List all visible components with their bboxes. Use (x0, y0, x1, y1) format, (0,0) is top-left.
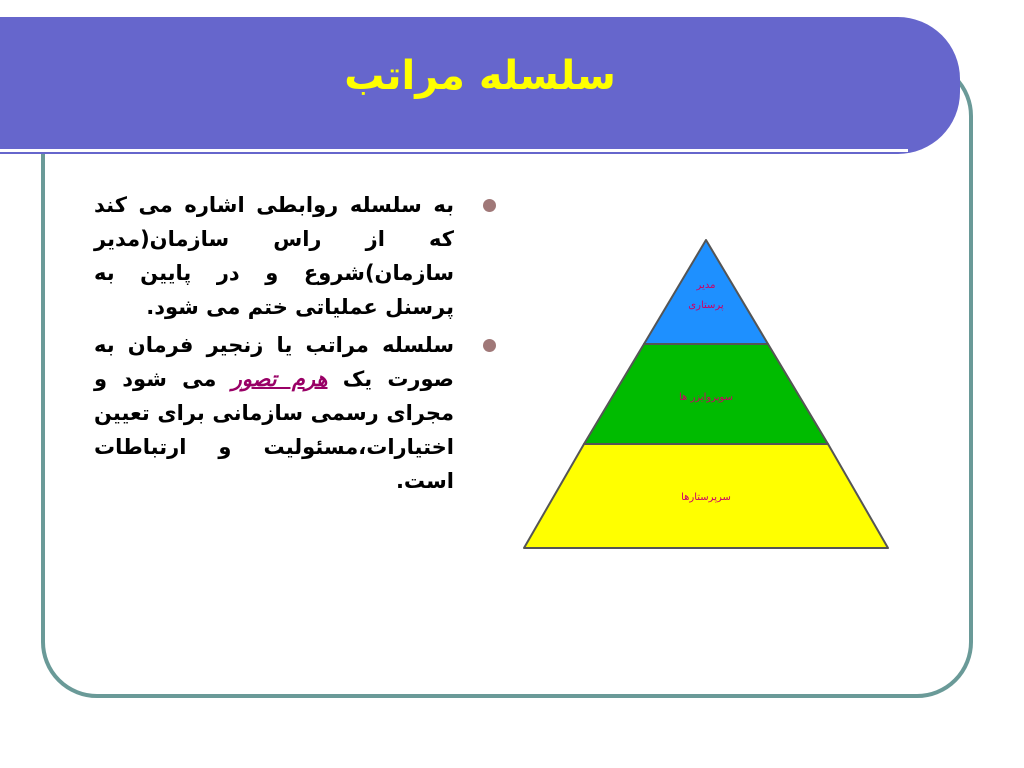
bullet-dot-icon (483, 199, 496, 212)
bullet-item-chain-of-command (94, 328, 500, 498)
hierarchy-pyramid (520, 236, 892, 552)
pyramid-label-bottom: سرپرستارها (681, 492, 731, 503)
pyramid-hyperlink[interactable]: هرم تصور (231, 367, 328, 391)
bullet-item-hierarchy-definition (94, 188, 500, 324)
bullet-text: به سلسله روابطی اشاره می کند که از راس سازمان(مدیر سازمان)شروع و در پایین به پرسنل عملیاتی ختم می شود. (94, 193, 454, 319)
slide-title: سلسله مراتب (344, 53, 616, 99)
bullet-text-after: می شود و مجرای رسمی سازمانی برای تعیین اختیارات،مسئولیت و ارتباطات است. (94, 367, 454, 493)
pyramid-label-top-line1: مدیر (696, 280, 716, 291)
bullet-text-before: سلسله مراتب یا زنجیر فرمان به صورت یک (94, 333, 454, 391)
pyramid-level-top (644, 240, 768, 344)
bullet-list (94, 188, 500, 502)
pyramid-label-middle: سوپروایزر ها (678, 392, 734, 403)
title-underline (0, 149, 908, 152)
pyramid-label-top-line2: پرستاری (688, 300, 724, 311)
bullet-dot-icon (483, 339, 496, 352)
